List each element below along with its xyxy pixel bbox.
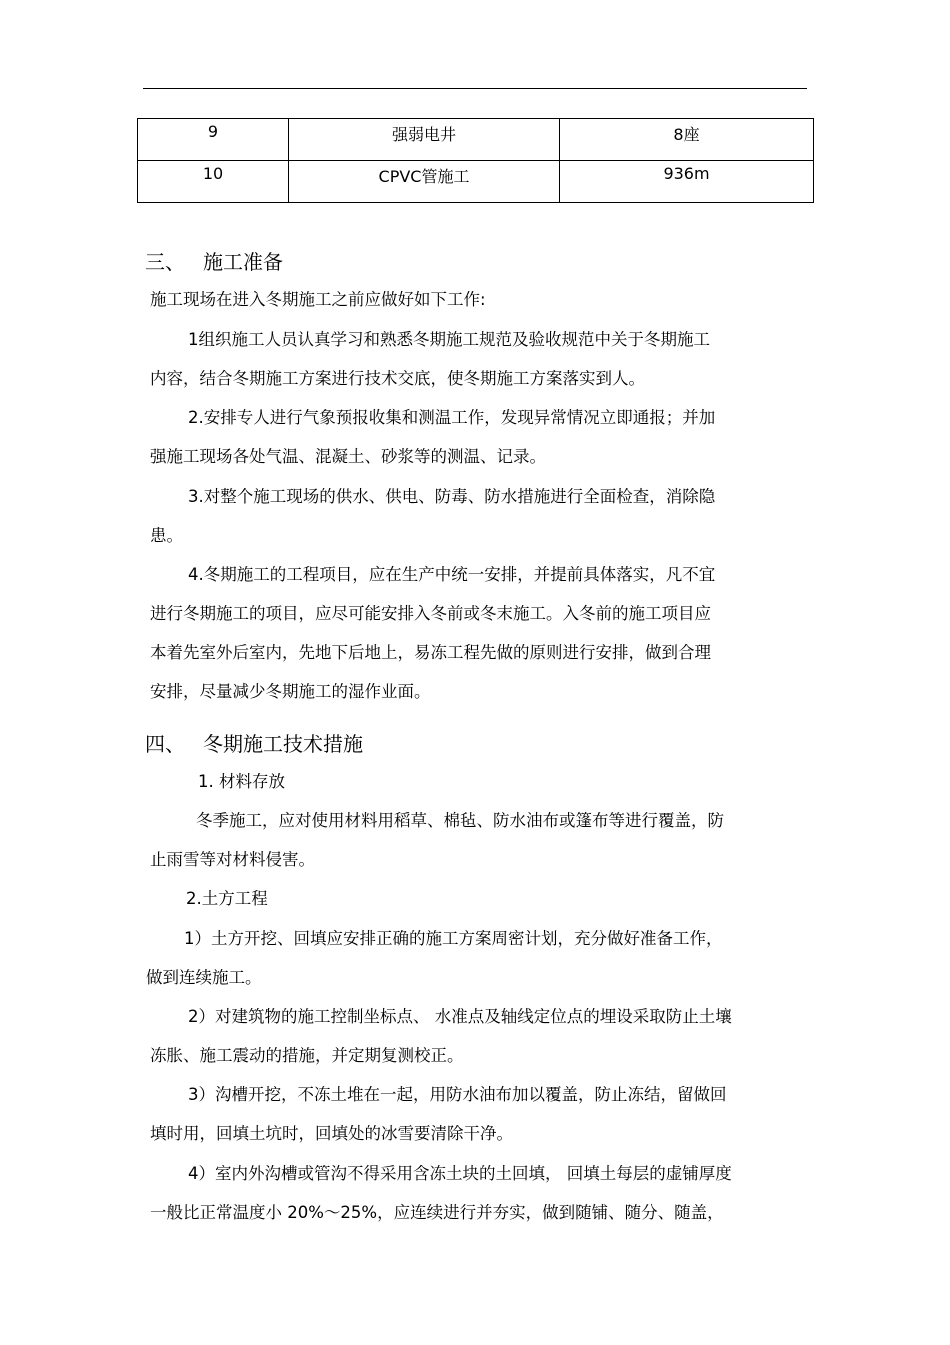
paragraph-line: 3.对整个施工现场的供水、供电、防毒、防水措施进行全面检查，消除隐 (188, 487, 716, 506)
table-row (138, 119, 814, 161)
table-cell: 9 (138, 119, 289, 161)
paragraph-line: 冻胀、施工震动的措施，并定期复测校正。 (150, 1046, 464, 1065)
section-number: 四、 (145, 732, 185, 756)
subsection-heading: 2.土方工程 (186, 889, 268, 908)
paragraph-line: 2）对建筑物的施工控制坐标点、 水准点及轴线定位点的埋设采取防止土壤 (188, 1007, 732, 1026)
paragraph-line: 安排，尽量减少冬期施工的湿作业面。 (150, 682, 431, 701)
section-heading (145, 250, 283, 274)
paragraph-line: 4）室内外沟槽或管沟不得采用含冻土块的土回填， 回填土每层的虚铺厚度 (188, 1164, 732, 1183)
paragraph-line: 1）土方开挖、回填应安排正确的施工方案周密计划，充分做好准备工作， (184, 929, 723, 948)
section-title: 施工准备 (203, 250, 283, 274)
paragraph-line: 强施工现场各处气温、混凝土、砂浆等的测温、记录。 (150, 447, 546, 466)
table-cell: 936m (560, 161, 814, 203)
paragraph-line: 2.安排专人进行气象预报收集和测温工作，发现异常情况立即通报；并加 (188, 408, 716, 427)
section-title: 冬期施工技术措施 (203, 732, 363, 756)
paragraph-line: 施工现场在进入冬期施工之前应做好如下工作: (150, 290, 486, 309)
paragraph-line: 做到连续施工。 (146, 968, 262, 987)
paragraph-line: 3）沟槽开挖，不冻土堆在一起，用防水油布加以覆盖，防止冻结，留做回 (188, 1085, 727, 1104)
subsection-heading: 1. 材料存放 (198, 772, 285, 791)
paragraph-line: 内容，结合冬期施工方案进行技术交底，使冬期施工方案落实到人。 (150, 369, 645, 388)
table-row (138, 161, 814, 203)
quantity-table (137, 118, 814, 203)
table-cell: 8座 (560, 119, 814, 161)
paragraph-line: 一般比正常温度小 20%～25%，应连续进行并夯实，做到随铺、随分、随盖， (150, 1203, 724, 1222)
paragraph-line: 冬季施工，应对使用材料用稻草、棉毡、防水油布或篷布等进行覆盖，防 (196, 811, 724, 830)
paragraph-line: 止雨雪等对材料侵害。 (150, 850, 315, 869)
section-heading (145, 732, 363, 756)
table-cell: CPVC管施工 (289, 161, 560, 203)
table-cell: 10 (138, 161, 289, 203)
paragraph-line: 患。 (150, 526, 183, 545)
paragraph-line: 进行冬期施工的项目，应尽可能安排入冬前或冬末施工。入冬前的施工项目应 (150, 604, 711, 623)
paragraph-line: 本着先室外后室内，先地下后地上，易冻工程先做的原则进行安排，做到合理 (150, 643, 711, 662)
header-rule (143, 88, 807, 89)
paragraph-line: 填时用，回填土坑时，回填处的冰雪要清除干净。 (150, 1124, 513, 1143)
paragraph-line: 1组织施工人员认真学习和熟悉冬期施工规范及验收规范中关于冬期施工 (188, 330, 710, 349)
section-number: 三、 (145, 250, 185, 274)
table-cell: 强弱电井 (289, 119, 560, 161)
paragraph-line: 4.冬期施工的工程项目，应在生产中统一安排，并提前具体落实，凡不宜 (188, 565, 716, 584)
